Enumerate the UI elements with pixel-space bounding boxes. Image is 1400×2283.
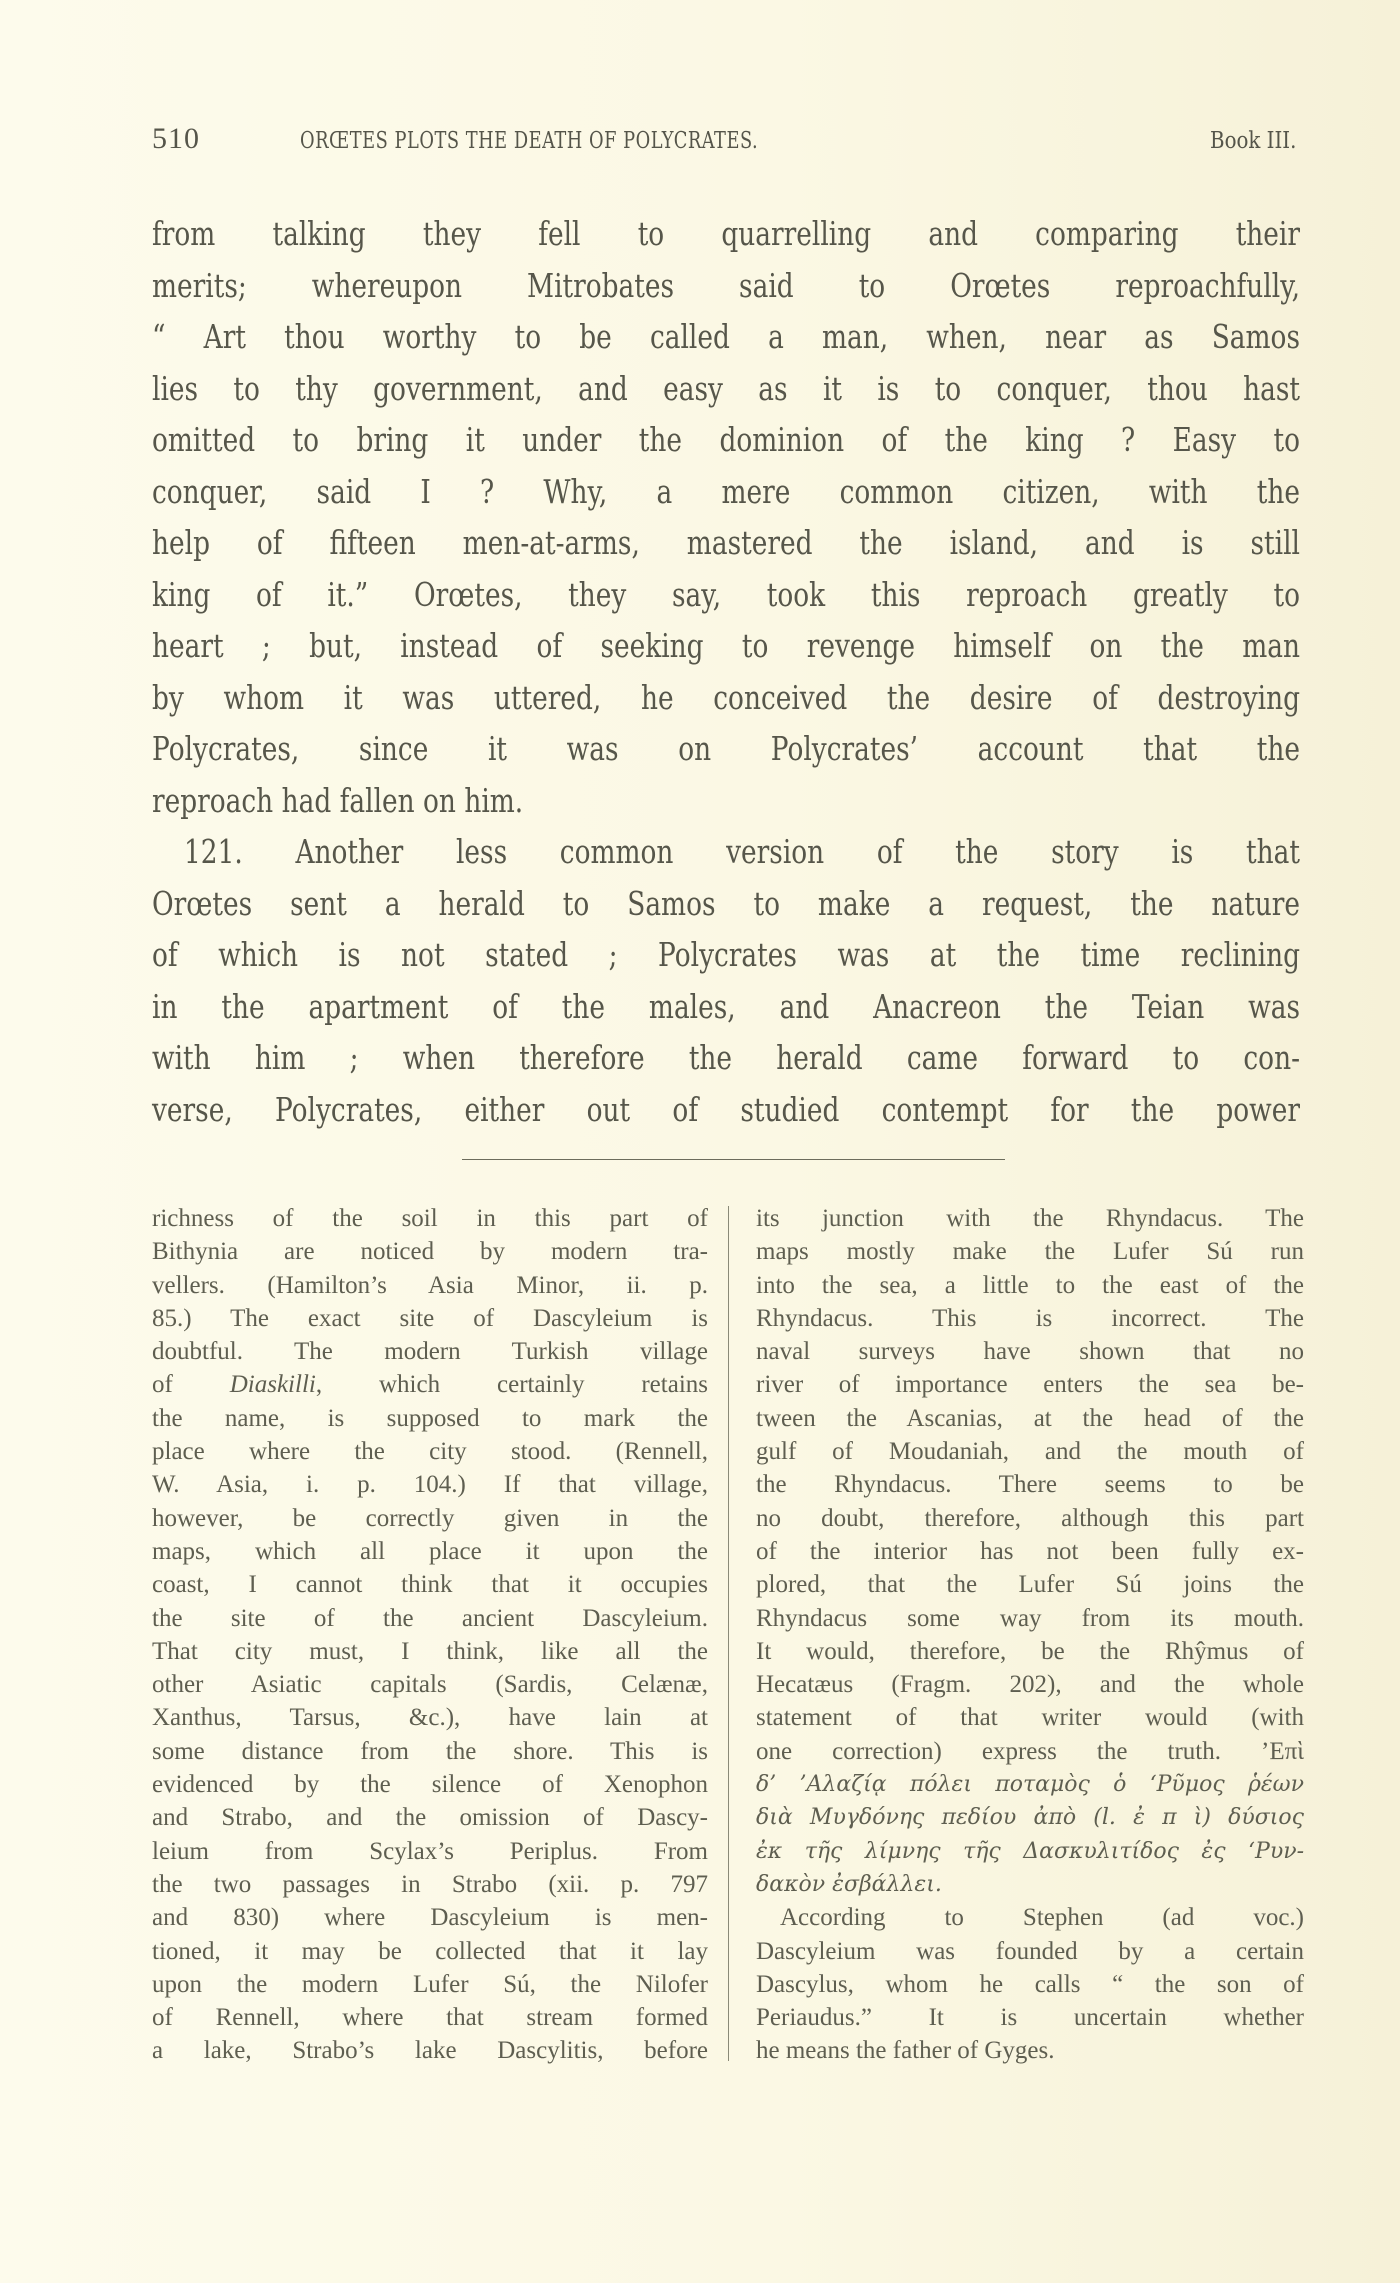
footnote-line: one correction) express the truth. ’Επὶ	[756, 1737, 1304, 1765]
footnote-greek-line: δακὸν ἐσβάλλει.	[756, 1871, 942, 1897]
footnote-line: W. Asia, i. p. 104.) If that village,	[152, 1471, 708, 1499]
text-line: with him ; when therefore the herald came forward to con-	[152, 1038, 1300, 1077]
footnote-line: maps mostly make the Lufer Sú run	[756, 1238, 1304, 1266]
footnote-line: coast, I cannot think that it occupies	[152, 1571, 708, 1599]
footnote-line: Rhyndacus. This is incorrect. The	[756, 1304, 1304, 1332]
text-line: in the apartment of the males, and Anacreon the Teian was	[152, 986, 1300, 1026]
text-line: heart ; but, instead of seeking to revenge himself on the man	[152, 626, 1300, 665]
footnote-line: of the interior has not been fully ex-	[756, 1537, 1304, 1565]
footnote-greek-line: ἐκ τῆς λίμνης τῆς Δασκυλιτίδος ἐς ‘Ρυν-	[756, 1838, 1304, 1864]
footnote-line: That city must, I think, like all the	[152, 1637, 708, 1665]
footnote-line: Xanthus, Tarsus, &c.), have lain at	[152, 1704, 708, 1732]
text-line: of which is not stated ; Polycrates was at the time reclining	[152, 935, 1300, 974]
footnote-line: he means the father of Gyges.	[756, 2037, 1055, 2065]
text-line: merits; whereupon Mitrobates said to Orœtes reproachfully,	[152, 265, 1300, 305]
footnote-line: tioned, it may be collected that it lay	[152, 1937, 708, 1965]
text-line: “ Art thou worthy to be called a man, when, near as Samos	[152, 317, 1300, 356]
text-line: king of it.” Orœtes, they say, took this reproach greatly to	[152, 574, 1300, 614]
italic-place-name: Diaskilli	[229, 1371, 316, 1399]
text-line: Polycrates, since it was on Polycrates’ account that the	[152, 729, 1300, 768]
footnote-line: Rhyndacus some way from its mouth.	[756, 1604, 1304, 1632]
footnote-line: a lake, Strabo’s lake Dascylitis, before	[152, 2037, 708, 2065]
text-line: by whom it was uttered, he conceived the desire of destroying	[152, 677, 1300, 717]
footnote-column-left	[152, 1202, 708, 2068]
column-divider	[728, 1206, 729, 2061]
running-head	[152, 122, 1300, 162]
footnote-line: It would, therefore, be the Rhŷmus of	[756, 1637, 1304, 1665]
footnote-line: river of importance enters the sea be-	[756, 1371, 1304, 1399]
section-121-start: 121. Another less common version of the story is that	[184, 832, 1300, 871]
footnote-line: some distance from the shore. This is	[152, 1737, 708, 1765]
footnote-line: Dascyleium was founded by a certain	[756, 1937, 1304, 1965]
text-line: help of fifteen men-at-arms, mastered the island, and is still	[152, 523, 1300, 562]
page-number: 510	[152, 122, 200, 155]
footnote-line: vellers. (Hamilton’s Asia Minor, ii. p.	[152, 1271, 708, 1299]
text-line: omitted to bring it under the dominion of the king ? Easy to	[152, 420, 1300, 459]
footnote-line: of Rennell, where that stream formed	[152, 2004, 708, 2032]
text-line: lies to thy government, and easy as it is to conquer, thou hast	[152, 368, 1300, 408]
footnote-line: no doubt, therefore, although this part	[756, 1504, 1304, 1532]
footnote-line: the two passages in Strabo (xii. p. 797	[152, 1870, 708, 1898]
footnote-line: doubtful. The modern Turkish village	[152, 1338, 708, 1366]
text-line: reproach had fallen on him.	[152, 780, 524, 820]
footnote-line: Bithynia are noticed by modern tra-	[152, 1238, 708, 1266]
footnote-line: and 830) where Dascyleium is men-	[152, 1904, 708, 1932]
text-line: from talking they fell to quarrelling and comparing their	[152, 214, 1300, 253]
footnote-greek-line: δ’ ’Αλαζίᾳ πόλει ποταμὸς ὁ ‘Ρῦμος ῥέων	[756, 1772, 1304, 1798]
text-line: verse, Polycrates, either out of studied contempt for the power	[152, 1089, 1300, 1129]
footnote-line: naval surveys have shown that no	[756, 1338, 1304, 1366]
footnote-line: evidenced by the silence of Xenophon	[152, 1771, 708, 1799]
footnote-line: maps, which all place it upon the	[152, 1537, 708, 1565]
footnote-line: statement of that writer would (with	[756, 1704, 1304, 1732]
footnote-line: upon the modern Lufer Sú, the Nilofer	[152, 1970, 708, 1998]
footnote-line-italic: of Diaskilli, which certainly retains	[152, 1371, 708, 1399]
footnote-line: other Asiatic capitals (Sardis, Celænæ,	[152, 1671, 708, 1699]
footnote-greek-line: διὰ Μυγδόνης πεδίου ἀπὸ (l. ἐ π ὶ) δύσιος	[756, 1805, 1304, 1831]
text-line: Orœtes sent a herald to Samos to make a request, the nature	[152, 883, 1300, 923]
footnote-line: Periaudus.” It is uncertain whether	[756, 2004, 1304, 2032]
footnote-line: the name, is supposed to mark the	[152, 1404, 708, 1432]
footnote-line: and Strabo, and the omission of Dascy-	[152, 1804, 708, 1832]
footnote-line: richness of the soil in this part of	[152, 1205, 708, 1232]
footnote-line: the Rhyndacus. There seems to be	[756, 1471, 1304, 1499]
footnote-line: tween the Ascanias, at the head of the	[756, 1404, 1304, 1432]
footnote-line: 85.) The exact site of Dascyleium is	[152, 1304, 708, 1332]
footnote-line: gulf of Moudaniah, and the mouth of	[756, 1438, 1304, 1466]
footnote-line: however, be correctly given in the	[152, 1504, 708, 1532]
footnotes	[152, 1202, 1304, 2065]
footnote-line: into the sea, a little to the east of the	[756, 1271, 1304, 1299]
text-line: conquer, said I ? Why, a mere common citizen, with the	[152, 471, 1300, 511]
main-text	[152, 208, 1300, 1135]
footnote-separator-rule	[462, 1159, 1005, 1160]
footnote-line: place where the city stood. (Rennell,	[152, 1438, 708, 1466]
book-label: Book III.	[1209, 128, 1296, 154]
footnote-line: its junction with the Rhyndacus. The	[756, 1205, 1304, 1232]
footnote-line: leium from Scylax’s Periplus. From	[152, 1837, 708, 1865]
footnote-column-right	[756, 1202, 1304, 2068]
footnote-line: the site of the ancient Dascyleium.	[152, 1604, 708, 1632]
chapter-title: ORŒTES PLOTS THE DEATH OF POLYCRATES.	[300, 128, 759, 154]
footnote-paragraph-start: According to Stephen (ad voc.)	[780, 1904, 1304, 1932]
footnote-line: Hecatæus (Fragm. 202), and the whole	[756, 1671, 1304, 1699]
footnote-line: Dascylus, whom he calls “ the son of	[756, 1970, 1304, 1998]
footnote-line: plored, that the Lufer Sú joins the	[756, 1571, 1304, 1599]
